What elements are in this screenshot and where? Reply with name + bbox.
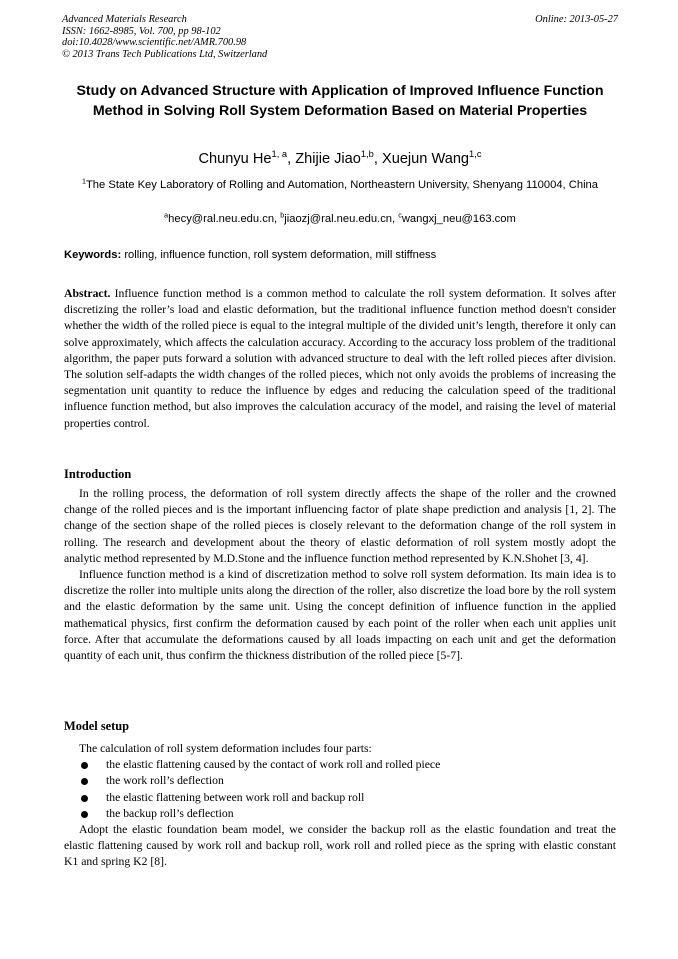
model-setup-section	[64, 741, 616, 871]
email-address[interactable]: hecy@ral.neu.edu.cn,	[168, 213, 278, 225]
journal-issn: ISSN: 1662-8985, Vol. 700, pp 98-102	[62, 25, 221, 37]
paragraph: Adopt the elastic foundation beam model, we consider the backup roll as the elastic foundation and treat the elastic flattening caused by work roll and backup roll, work roll and rolled piece as the spring with elastic constant K1 and spring K2 [8].	[64, 823, 616, 869]
keywords-text: rolling, influence function, roll system deformation, mill stiffness	[124, 249, 437, 261]
affiliation-text: The State Key Laboratory of Rolling and Automation, Northeastern University, Shenyang 110004, China	[85, 179, 598, 191]
keywords-label: Keywords:	[64, 249, 122, 261]
list-item-text: the work roll’s deflection	[106, 774, 224, 788]
online-date: Online: 2013-05-27	[535, 14, 618, 25]
email-address[interactable]: jiaozj@ral.neu.edu.cn,	[284, 213, 396, 225]
bullet-icon	[81, 762, 88, 769]
paragraph: The calculation of roll system deformation includes four parts:	[79, 742, 372, 755]
journal-copyright: © 2013 Trans Tech Publications Ltd, Switzerland	[62, 48, 268, 60]
email-list	[62, 212, 618, 226]
journal-header	[62, 14, 618, 60]
affiliation	[62, 178, 618, 193]
keywords	[64, 248, 620, 262]
bullet-list	[64, 757, 616, 822]
affiliation-superscript: 1	[81, 177, 86, 186]
abstract	[64, 286, 616, 432]
bullet-icon	[81, 795, 88, 802]
author-list: Chunyu He$^{1, a}$, Zhijie Jiao$^{1,b}$, Xuejun Wang$^{1,c}$	[198, 149, 482, 167]
email-superscript: b	[280, 211, 285, 220]
list-item	[64, 806, 616, 822]
email-address[interactable]: wangxj_neu@163.com	[401, 213, 516, 225]
email-superscript: a	[164, 211, 169, 220]
journal-name: Advanced Materials Research	[62, 14, 187, 25]
paper-title: Study on Advanced Structure with Application of Improved Influence Function Method in Solving Roll System Deformation Based on Material Properties	[76, 83, 604, 119]
list-item-text: the elastic flattening caused by the contact of work roll and rolled piece	[106, 758, 441, 772]
list-item-text: the backup roll’s deflection	[106, 806, 234, 820]
list-item	[64, 773, 616, 789]
author-name: Xuejun Wang	[381, 151, 470, 167]
abstract-label: Abstract.	[64, 287, 111, 300]
paragraph: Influence function method is a kind of discretization method to solve roll system deformation. Its main idea is to discretize the roller into multiple units along the direction of the roller, also discretize the load bore by the roll system and the elastic deformation by the same unit. Using the concept definition of influence function in the applied mathematical physics, first confirm the deformation caused by each point of the roller when each unit applies unit force. After that accumulate the deformations caused by all loads impacting on each unit and get the deformation quantity of each unit, thus confirm the thickness distribution of the rolled piece [5-7].	[64, 568, 616, 663]
journal-doi: doi:10.4028/www.scientific.net/AMR.700.98	[62, 37, 247, 48]
section-heading-model-setup: Model setup	[64, 719, 130, 733]
author-name: Zhijie Jiao	[295, 151, 361, 167]
introduction-section	[64, 486, 616, 664]
abstract-text: Influence function method is a common method to calculate the roll system deformation. It solves after discretizing the roller’s load and elastic deformation, but the traditional influence function method doesn't consider whether the width of the rolled piece is equal to the integral multiple of the divided unit’s length, therefore it only can solve approximately, which affects the calculation accuracy. According to the accuracy loss problem of the traditional algorithm, the paper puts forward a solution with advanced structure to deal with the left rolled pieces after division. The solution self-adapts the width changes of the rolled pieces, which not only avoids the problems of increasing the segmentation unit quantity to reduce the influence by edges and reducing the calculation speed of the traditional influence function method, but also improves the calculation accuracy of the model, and raising the level of material properties control.	[64, 287, 617, 430]
list-item	[64, 790, 616, 806]
list-item-text: the elastic flattening between work roll and backup roll	[106, 790, 365, 804]
section-heading-introduction: Introduction	[64, 467, 132, 481]
author-superscript: 1, a	[271, 149, 288, 160]
author-name: Chunyu He	[198, 151, 272, 167]
list-item	[64, 757, 616, 773]
email-superscript: c	[398, 211, 402, 220]
author-superscript: 1,c	[469, 149, 482, 160]
bullet-icon	[81, 778, 88, 785]
author-superscript: 1,b	[360, 149, 374, 160]
paragraph: In the rolling process, the deformation of roll system directly affects the shape of the roller and the crowned change of the rolled pieces and is the important influencing factor of plate shape prediction and analysis [1, 2]. The change of the section shape of the rolled pieces is closely relevant to the deformation change of the roll system in rolling. The research and development about the theory of elastic deformation of roll system mostly adopt the analytic method represented by M.D.Stone and the influence function method represented by K.N.Shohet [3, 4].	[64, 487, 616, 565]
bullet-icon	[81, 811, 88, 818]
